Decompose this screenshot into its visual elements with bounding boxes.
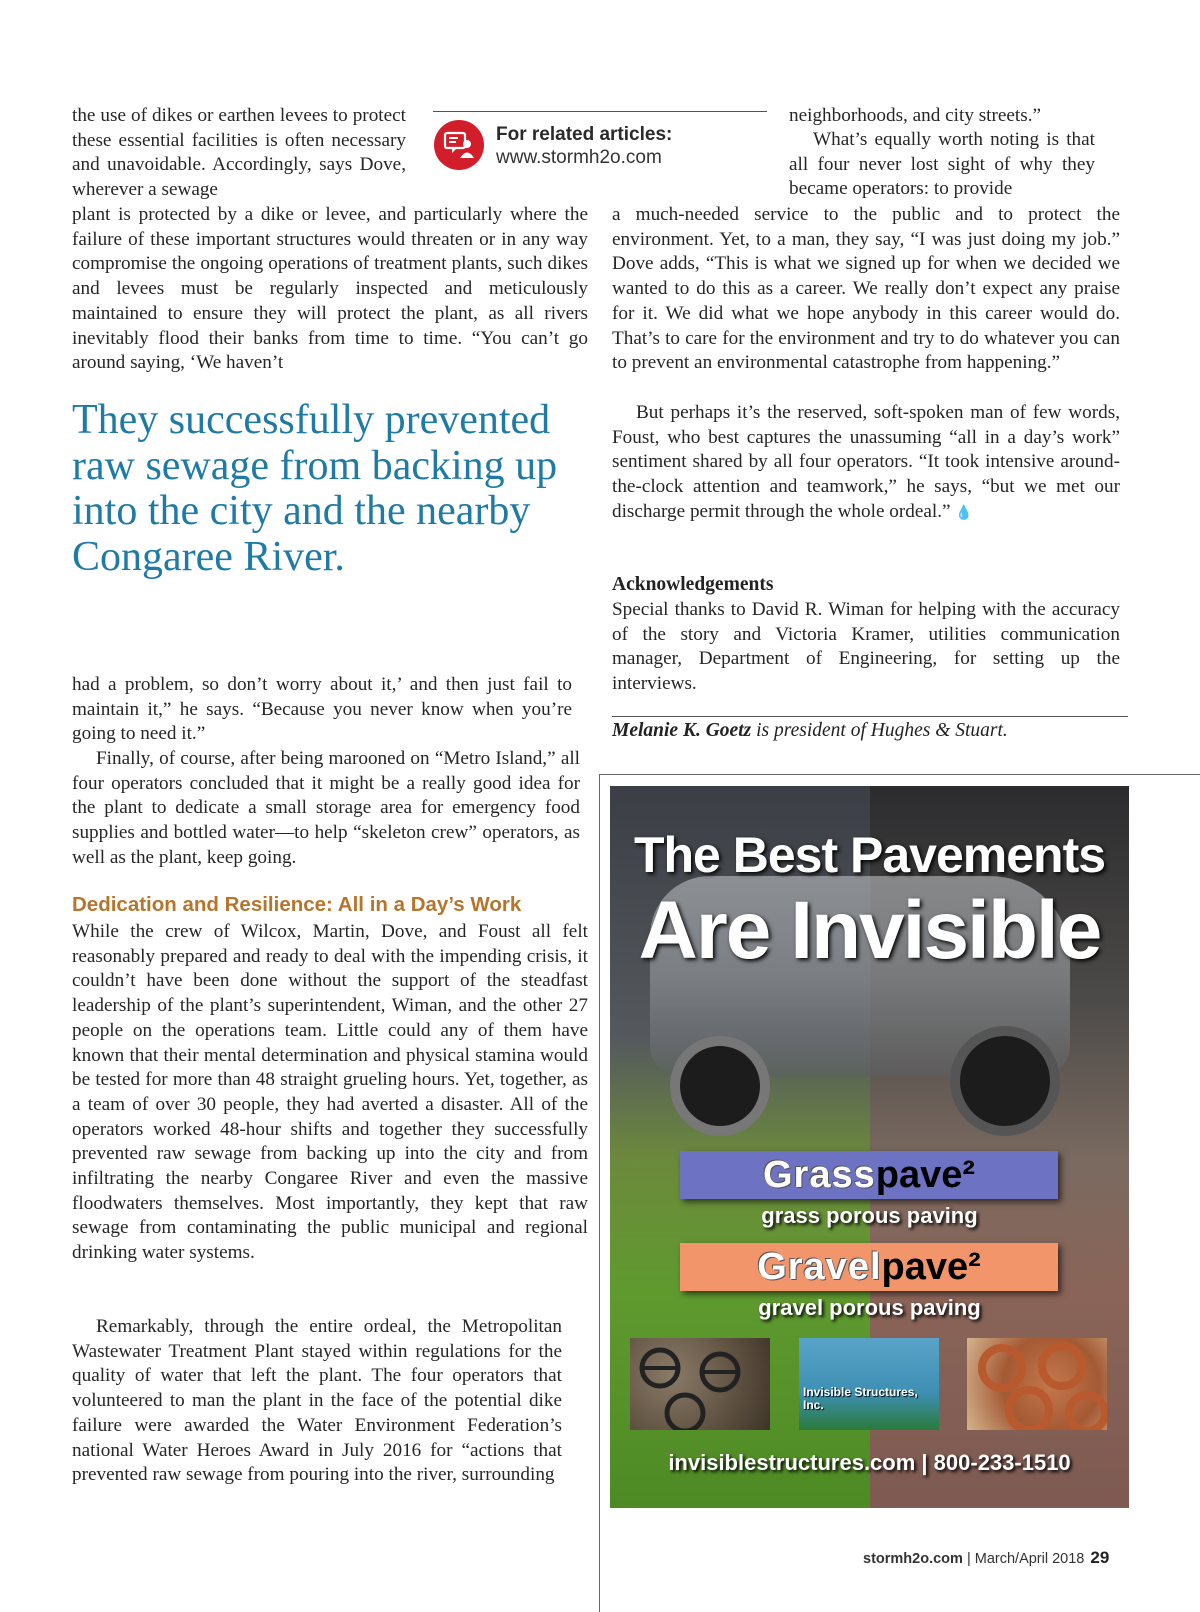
gravelpave-tagline: gravel porous paving [758, 1295, 981, 1320]
pull-quote: They successfully prevented raw sewage from backing up into the city and the nearby Congaree River. [72, 397, 558, 580]
related-articles-rule [433, 111, 767, 112]
left-paragraph-1-wide: plant is protected by a dike or levee, and particularly where the failure of these important structures would threaten or in any way compromise the ongoing operations of treatment plants, such dikes and levees must be regularly inspected and meticulously maintained to ensure they will protect the plant, as all rivers inevitably flood their banks from time to time. “You can’t go around saying, ‘We haven’t [72, 204, 588, 374]
left-paragraph-4: While the crew of Wilcox, Martin, Dove, and Foust all felt reasonably prepared and ready to deal with the impending crisis, it couldn’t have been done without the support of the steadfast leadership of the plant’s superintendent, Wiman, and the other 27 people on the operations team. Little could any of them have known that their mental determination and physical stamina would be tested for more than 48 straight grueling hours. Yet, together, as a team of over 30 people, they had averted a disaster. All of the operators worked 48-hour shifts and together they successfully prevented raw sewage from backing up into the city and from infiltrating the nearby Congaree River and even the massive floodwaters themselves. Most importantly, they kept that raw sewage from contaminating the public municipal and regional drinking water systems. [72, 921, 588, 1264]
left-paragraph-1-narrow: the use of dikes or earthen levees to protect these essential facilities is often necessary and unavoidable. Accordingly, says Dove, wherever a sewage [72, 105, 406, 201]
byline-rule [612, 716, 1128, 717]
grasspave-banner [680, 1151, 1058, 1199]
footer-issue: March/April 2018 [974, 1551, 1085, 1567]
ad-ring-product-photo [967, 1338, 1107, 1430]
page-number: 29 [1090, 1548, 1110, 1567]
logo-text: Invisible Structures, Inc. [803, 1385, 918, 1412]
advertisement[interactable] [610, 786, 1129, 1508]
end-mark-icon: 💧 [955, 505, 973, 521]
invisible-structures-logo [799, 1338, 939, 1430]
author-byline [612, 720, 1008, 742]
ad-border-horizontal [599, 774, 1200, 775]
ad-grid-product-photo [630, 1338, 770, 1430]
ad-border-vertical [599, 774, 600, 1612]
right-paragraph-1: neighborhoods, and city streets.” [789, 105, 1042, 126]
section-subhead: Dedication and Resilience: All in a Day’s Work [72, 893, 522, 916]
grasspave-brand: Grass [762, 1153, 876, 1196]
left-paragraph-2: had a problem, so don’t worry about it,’ and then just fail to maintain it,” he says. “Because you never know when you’re going to need it.” [72, 674, 572, 745]
grasspave-tagline: grass porous paving [761, 1203, 978, 1228]
acknowledgements-title: Acknowledgements [612, 574, 774, 595]
gravelpave-suffix: pave² [881, 1245, 981, 1288]
footer-separator: | [962, 1551, 975, 1567]
right-paragraph-3 [612, 401, 1120, 527]
author-name: Melanie K. Goetz [612, 720, 752, 741]
gravelpave-banner [680, 1243, 1058, 1291]
right-paragraph-3-text: But perhaps it’s the reserved, soft-spoken man of few words, Foust, who best captures the unassuming “all in a day’s work” sentiment shared by all four operators. “It took intensive around-the-clock attention and teamwork,” he says, “but we met our discharge permit through the whole ordeal.” [612, 402, 1120, 522]
left-paragraph-3: Finally, of course, after being marooned on “Metro Island,” all four operators concluded that it might be a really good idea for the plant to dedicate a small storage area for emergency food supplies and bottled water—to help “skeleton crew” operators, as well as the plant, keep going. [72, 748, 580, 868]
ad-headline-line-2: Are Invisible [638, 885, 1101, 976]
acknowledgements-text: Special thanks to David R. Wiman for helping with the accuracy of the story and Victoria Kramer, utilities communication manager, Department of Engineering, for setting up the interviews. [612, 599, 1120, 695]
author-description: is president of Hughes & Stuart. [751, 720, 1008, 741]
grasspave-suffix: pave² [875, 1153, 976, 1196]
ad-car-wheel-icon [670, 1036, 770, 1136]
ad-headline-line-1: The Best Pavements [633, 827, 1106, 883]
related-articles-icon [434, 120, 484, 170]
page-footer [863, 1548, 1109, 1568]
gravelpave-brand: Gravel [757, 1245, 882, 1288]
related-articles-title: For related articles: [496, 124, 673, 145]
ad-contact-footer[interactable]: invisiblestructures.com | 800-233-1510 [668, 1450, 1071, 1475]
ad-truck-wheel-icon [950, 1026, 1060, 1136]
related-articles-url[interactable]: www.stormh2o.com [496, 147, 662, 168]
footer-site[interactable]: stormh2o.com [863, 1551, 963, 1567]
right-paragraph-2-wide: a much-needed service to the public and to protect the environment. Yet, to a man, they say, “I was just doing my job.” Dove adds, “This is what we signed up for when we decided we wanted to do this as a career. We really don’t expect any praise for it. We did what we hope anybody in this career would do. That’s to care for the environment and try to do whatever you can to prevent an environmental catastrophe from happening.” [612, 204, 1120, 374]
right-paragraph-2-narrow: What’s equally worth noting is that all four never lost sight of why they became operators: to provide [789, 129, 1095, 200]
left-paragraph-5: Remarkably, through the entire ordeal, the Metropolitan Wastewater Treatment Plant stayed within regulations for the quality of water that left the plant. The four operators that volunteered to man the plant in the face of the potential dike failure were awarded the Water Environment Federation’s national Water Heroes Award in July 2016 for “actions that prevented raw sewage from pouring into the river, surrounding [72, 1316, 562, 1486]
